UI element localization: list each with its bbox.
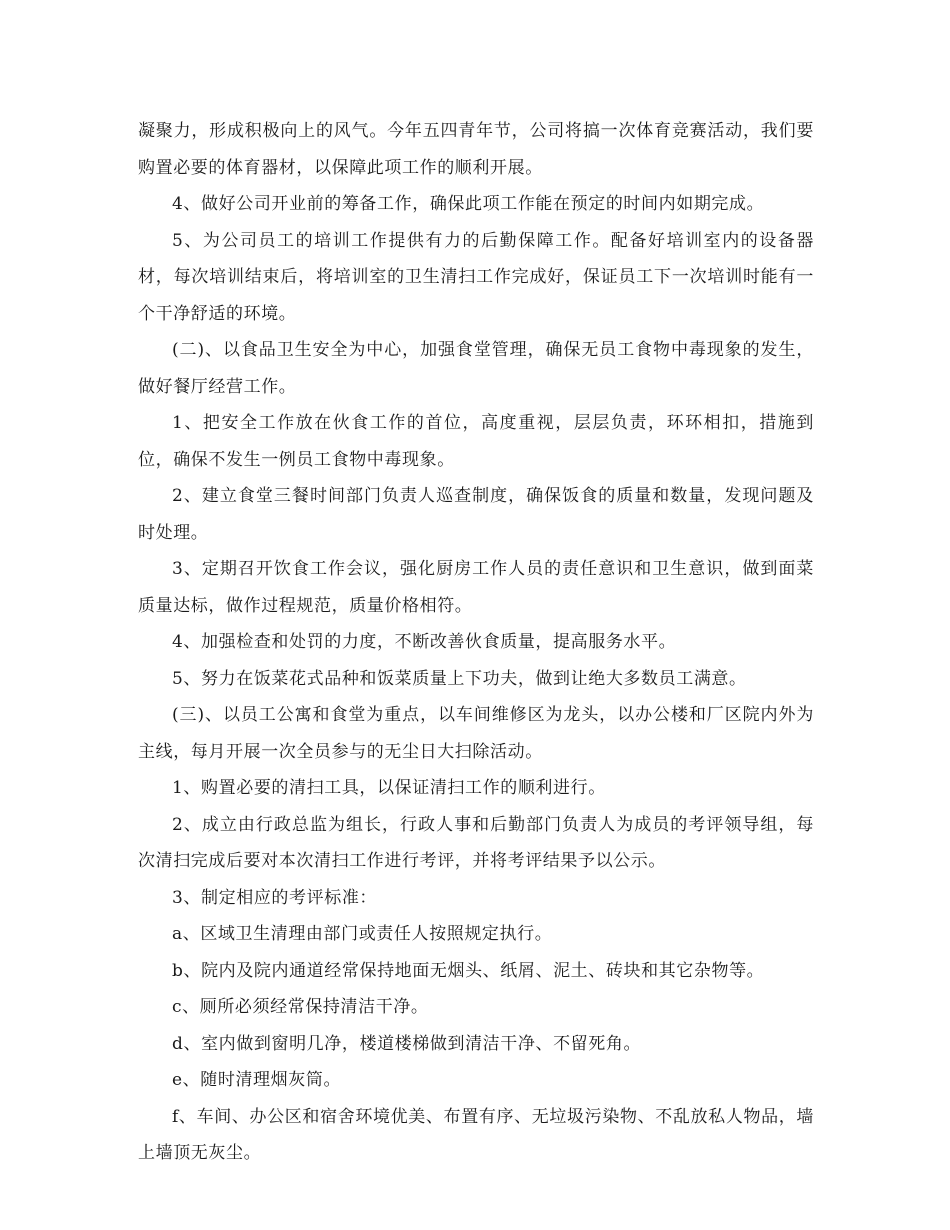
paragraph-standard-d: d、室内做到窗明几净，楼道楼梯做到清洁干净、不留死角。 <box>172 1033 642 1054</box>
paragraph-item-5-training: 5、为公司员工的培训工作提供有力的后勤保障工作。配备好培训室内的设备器材，每次培训结束后，将培训室的卫生清扫工作完成好，保证员工下一次培训时能有一个干净舒适的环境。 <box>138 230 814 324</box>
paragraph-food-item-5: 5、努力在饭菜花式品种和饭菜质量上下功夫，做到让绝大多数员工满意。 <box>172 668 747 689</box>
paragraph-cleaning-item-1: 1、购置必要的清扫工具，以保证清扫工作的顺利进行。 <box>172 778 606 798</box>
paragraph-standard-e: e、随时清理烟灰筒。 <box>172 1070 342 1090</box>
section-heading-2-food-safety: (二)、以食品卫生安全为中心，加强食堂管理，确保无员工食物中毒现象的发生，做好餐厅经营工作。 <box>138 340 814 397</box>
paragraph-standard-b: b、院内及院内通道经常保持地面无烟头、纸屑、泥土、砖块和其它杂物等。 <box>172 960 765 981</box>
paragraph-standard-f: f、车间、办公区和宿舍环境优美、布置有序、无垃圾污染物、不乱放私人物品，墙上墙顶无灰尘。 <box>138 1106 814 1163</box>
paragraph-cleaning-item-2: 2、成立由行政总监为组长，行政人事和后勤部门负责人为成员的考评领导组，每次清扫完成后要对本次清扫工作进行考评，并将考评结果予以公示。 <box>138 814 814 871</box>
paragraph-standard-a: a、区域卫生清理由部门或责任人按照规定执行。 <box>172 924 553 944</box>
document-body <box>138 113 814 1172</box>
paragraph-continuation: 凝聚力，形成积极向上的风气。今年五四青年节，公司将搞一次体育竞赛活动，我们要购置必要的体育器材，以保障此项工作的顺利开展。 <box>138 121 814 178</box>
paragraph-item-4-preparation: 4、做好公司开业前的筹备工作，确保此项工作能在预定的时间内如期完成。 <box>172 194 765 214</box>
paragraph-food-item-2: 2、建立食堂三餐时间部门负责人巡查制度，确保饭食的质量和数量，发现问题及时处理。 <box>138 486 814 543</box>
paragraph-standard-c: c、厕所必须经常保持清洁干净。 <box>172 997 429 1017</box>
section-heading-3-cleaning: (三)、以员工公寓和食堂为重点，以车间维修区为龙头，以办公楼和厂区院内外为主线，每月开展一次全员参与的无尘日大扫除活动。 <box>138 705 814 762</box>
paragraph-food-item-1: 1、把安全工作放在伙食工作的首位，高度重视，层层负责，环环相扣，措施到位，确保不发生一例员工食物中毒现象。 <box>138 413 814 470</box>
paragraph-cleaning-item-3: 3、制定相应的考评标准： <box>172 887 378 908</box>
paragraph-food-item-3: 3、定期召开饮食工作会议，强化厨房工作人员的责任意识和卫生意识，做到面菜质量达标，做作过程规范，质量价格相符。 <box>138 559 814 616</box>
paragraph-food-item-4: 4、加强检查和处罚的力度，不断改善伙食质量，提高服务水平。 <box>172 632 677 652</box>
